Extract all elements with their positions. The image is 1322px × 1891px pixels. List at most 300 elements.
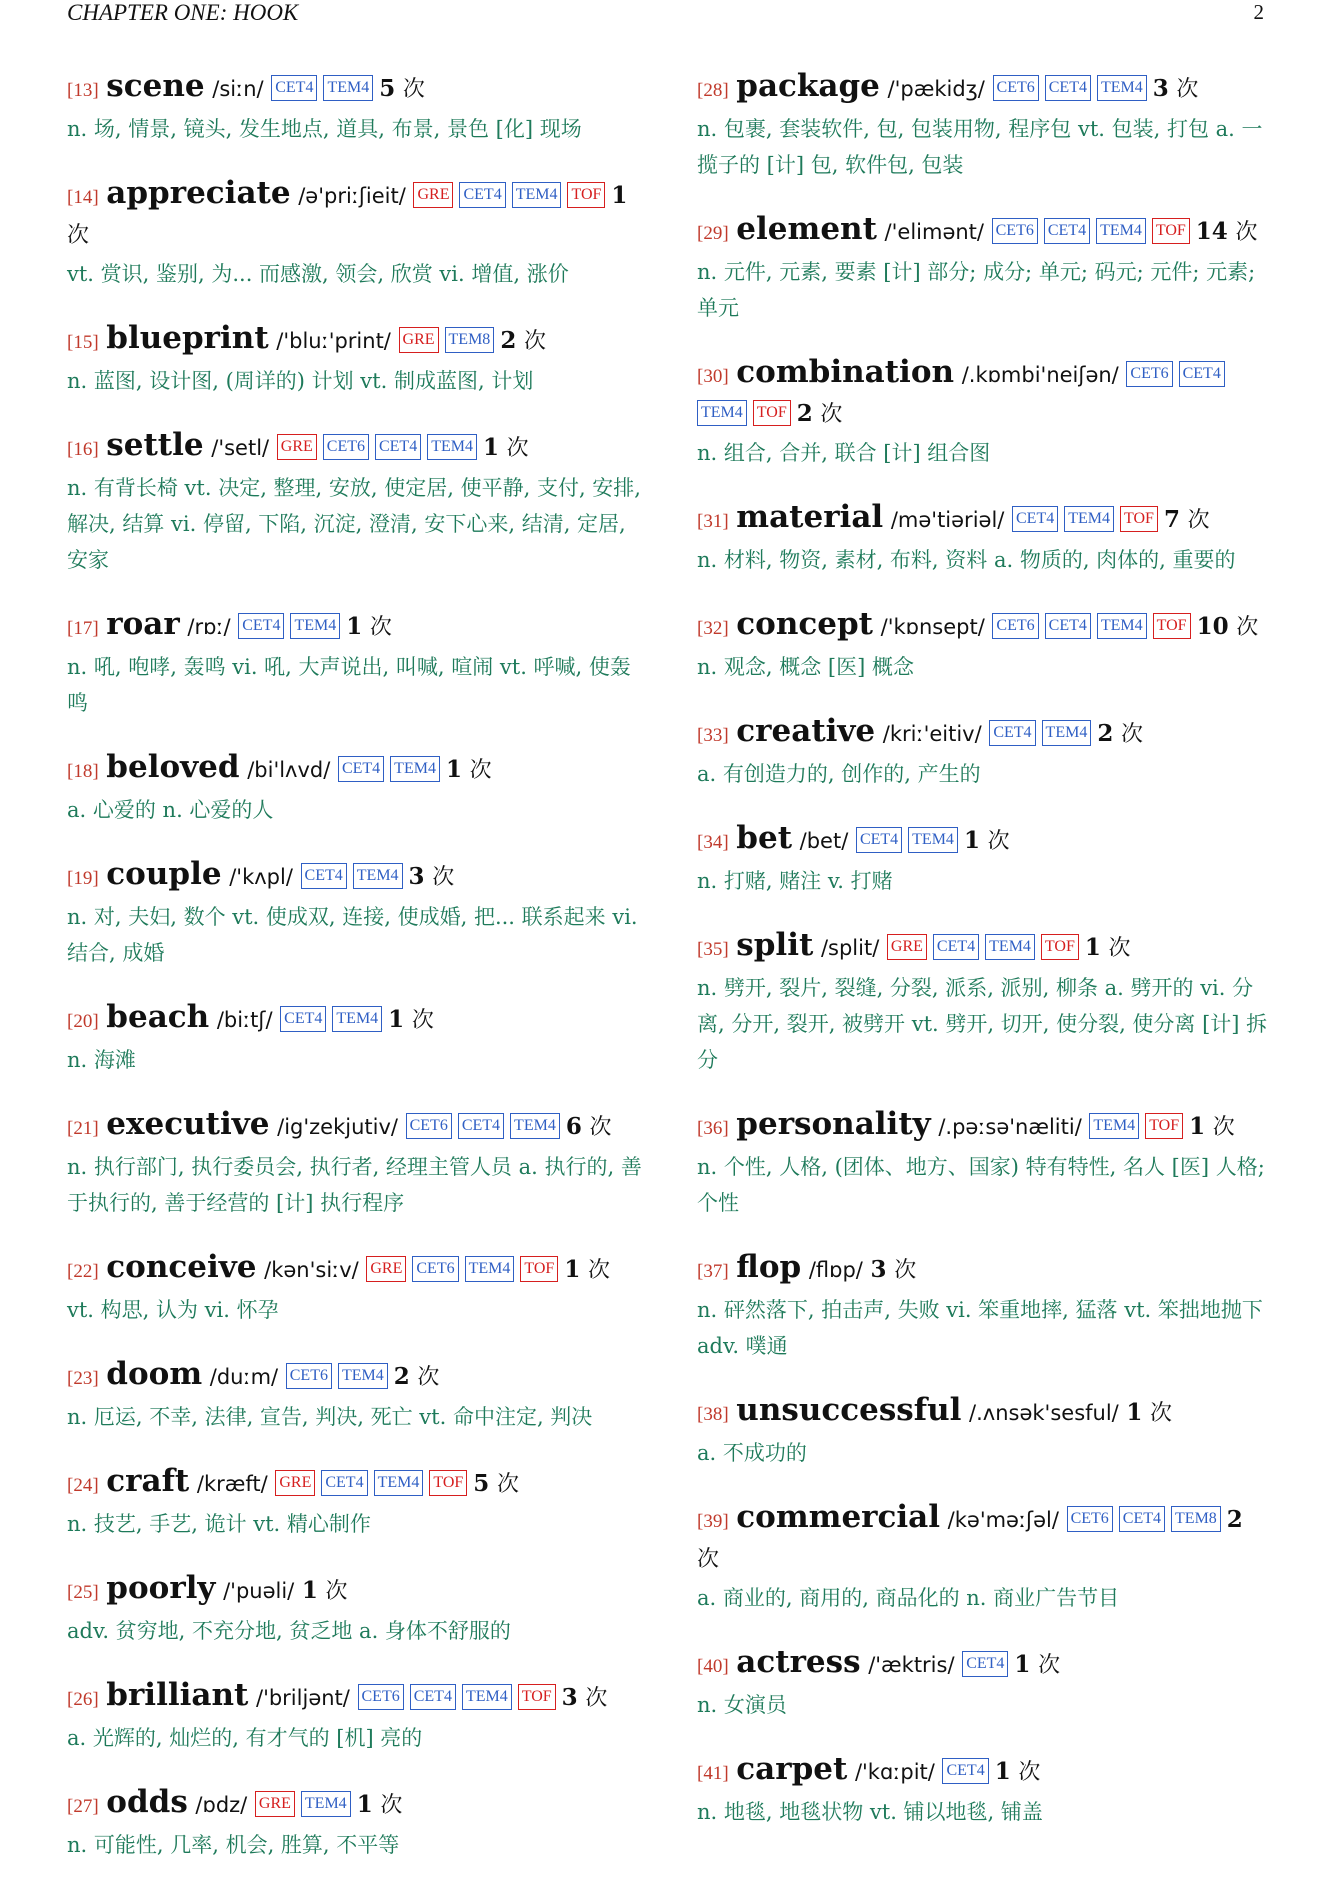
headword-line [67,1677,642,1718]
exam-tag: CET4 [856,827,902,853]
frequency-count: 2 [1097,720,1114,747]
headword-line [67,856,642,897]
pronunciation: /biːtʃ/ [216,1008,273,1032]
definition: n. 对, 夫妇, 数个 vt. 使成双, 连接, 使成婚, 把... 联系起来 vi. 结合, 成婚 [67,905,638,965]
exam-tag: TOF [429,1470,467,1496]
pronunciation: /duːm/ [209,1365,279,1389]
pronunciation: /.kɒmbi'neiʃən/ [961,363,1119,387]
exam-tags [942,1757,994,1785]
frequency-count: 1 [482,434,499,461]
frequency-unit: 次 [1150,1401,1173,1426]
exam-tag: CET4 [1045,75,1091,101]
frequency-count: 3 [1152,75,1169,102]
frequency-unit: 次 [67,223,90,248]
exam-tag: CET4 [271,75,317,101]
definition: vt. 赏识, 鉴别, 为... 而感激, 领会, 欣赏 vi. 增值, 涨价 [67,262,569,286]
vocab-entry [697,1249,1272,1364]
exam-tags [280,1005,388,1033]
frequency-count: 2 [500,327,517,354]
exam-tag: TEM8 [445,327,495,353]
definition: n. 劈开, 裂片, 裂缝, 分裂, 派系, 派别, 柳条 a. 劈开的 vi. 分离, 分开, 裂开, 被劈开 vt. 劈开, 切开, 使分裂, 使分离 [计] 拆分 [697,976,1268,1072]
exam-tags [301,862,409,890]
exam-tag: CET6 [406,1113,452,1139]
pronunciation: /'bluː'print/ [276,329,391,353]
vocab-entry [697,1644,1272,1723]
exam-tag: TOF [1120,506,1158,532]
exam-tag: TEM4 [353,863,403,889]
entry-number: [15] [67,332,99,353]
exam-tag: TEM4 [374,1470,424,1496]
headword-line [67,749,642,790]
exam-tag: TEM4 [908,827,958,853]
frequency-unit: 次 [1212,1115,1235,1140]
headword-line [67,1249,642,1290]
vocab-entry [67,175,642,292]
headword-line [67,320,642,361]
exam-tag: TEM4 [462,1684,512,1710]
headword: roar [106,606,180,642]
definition: n. 组合, 合并, 联合 [计] 组合图 [697,441,991,465]
entry-number: [32] [697,618,729,639]
headword-line [67,1106,642,1147]
pronunciation: /'kɒnsept/ [880,615,985,639]
frequency-unit: 次 [987,829,1010,854]
headword: settle [106,427,204,463]
entry-number: [23] [67,1368,99,1389]
entry-number: [40] [697,1656,729,1677]
frequency-count: 1 [611,182,628,209]
exam-tags [366,1255,564,1283]
frequency-count: 1 [356,1791,373,1818]
exam-tags [993,74,1153,102]
headword-line [67,1463,642,1504]
exam-tag: CET6 [993,75,1039,101]
pronunciation: /siːn/ [212,77,264,101]
exam-tags [358,1683,562,1711]
entry-number: [25] [67,1582,99,1603]
pronunciation: /ig'zekjutiv/ [277,1115,398,1139]
entry-number: [16] [67,439,99,460]
entry-number: [24] [67,1475,99,1496]
frequency-count: 3 [408,863,425,890]
definition: n. 场, 情景, 镜头, 发生地点, 道具, 布景, 景色 [化] 现场 [67,117,582,141]
headword: combination [736,354,955,390]
headword: beloved [106,749,240,785]
frequency-count: 1 [564,1256,581,1283]
definition: n. 材料, 物资, 素材, 布料, 资料 a. 物质的, 肉体的, 重要的 [697,548,1236,572]
exam-tag: TOF [753,400,791,426]
headword-line [697,354,1272,433]
definition: n. 包裹, 套装软件, 包, 包装用物, 程序包 vt. 包装, 打包 a. 一揽子的 [计] 包, 软件包, 包装 [697,117,1263,177]
entry-number: [21] [67,1118,99,1139]
frequency-unit: 次 [1120,722,1143,747]
entry-number: [34] [697,832,729,853]
frequency-unit: 次 [380,1793,403,1818]
exam-tag: TOF [1041,934,1079,960]
vocab-entry [697,927,1272,1078]
frequency-unit: 次 [369,615,392,640]
exam-tags [271,74,379,102]
vocab-entry [67,1106,642,1221]
exam-tag: TOF [1145,1113,1183,1139]
headword-line [697,820,1272,861]
page-number: 2 [1253,0,1264,24]
frequency-count: 3 [561,1684,578,1711]
vocab-entry [697,1392,1272,1471]
headword: odds [106,1784,188,1820]
exam-tag: CET6 [992,218,1038,244]
headword: package [736,68,880,104]
entry-number: [39] [697,1511,729,1532]
headword-line [697,713,1272,754]
headword: unsuccessful [736,1392,962,1428]
exam-tag: TOF [520,1256,558,1282]
pronunciation: /'elimənt/ [884,220,984,244]
exam-tags [238,612,346,640]
headword: brilliant [106,1677,249,1713]
pronunciation: /mə'tiəriəl/ [890,508,1005,532]
exam-tag: CET4 [301,863,347,889]
exam-tags [399,326,501,354]
exam-tag: TOF [1153,613,1191,639]
headword: flop [736,1249,802,1285]
definition: n. 元件, 元素, 要素 [计] 部分; 成分; 单元; 码元; 元件; 元素; 单元 [697,260,1256,320]
exam-tag: CET6 [992,613,1038,639]
headword-line [67,1356,642,1397]
frequency-count: 1 [346,613,363,640]
exam-tag: CET4 [1179,361,1225,387]
exam-tag: TEM4 [697,400,747,426]
headword: conceive [106,1249,257,1285]
exam-tags [1012,505,1164,533]
exam-tag: GRE [366,1256,406,1282]
headword-line [697,1644,1272,1685]
headword: executive [106,1106,270,1142]
pronunciation: /flɒp/ [808,1258,863,1282]
frequency-count: 6 [565,1113,582,1140]
headword: concept [736,606,873,642]
pronunciation: /bi'lʌvd/ [247,758,331,782]
exam-tag: CET4 [942,1758,988,1784]
exam-tags [286,1362,394,1390]
vocab-entry [67,68,642,147]
headword: doom [106,1356,203,1392]
headword: scene [106,68,205,104]
exam-tag: CET6 [1126,361,1172,387]
definition: vt. 构思, 认为 vi. 怀孕 [67,1298,279,1322]
vocab-entry [67,856,642,971]
exam-tags [989,719,1097,747]
headword: creative [736,713,876,749]
exam-tags [255,1790,357,1818]
exam-tag: CET6 [1067,1506,1113,1532]
definition: n. 厄运, 不幸, 法律, 宣告, 判决, 死亡 vt. 命中注定, 判决 [67,1405,593,1429]
definition: a. 商业的, 商用的, 商品化的 n. 商业广告节目 [697,1586,1120,1610]
frequency-unit: 次 [1236,615,1259,640]
exam-tag: TEM4 [512,182,562,208]
exam-tag: CET4 [459,182,505,208]
exam-tag: GRE [277,434,317,460]
vocab-entry [67,1677,642,1756]
pronunciation: /'pækidʒ/ [887,77,985,101]
headword: actress [736,1644,861,1680]
exam-tag: GRE [399,327,439,353]
pronunciation: /rɒː/ [187,615,231,639]
exam-tag: CET6 [412,1256,458,1282]
exam-tag: TEM4 [1089,1113,1139,1139]
right-column [697,68,1272,1858]
frequency-count: 1 [1126,1399,1143,1426]
entry-number: [36] [697,1118,729,1139]
headword-line [67,175,642,254]
definition: n. 蓝图, 设计图, (周详的) 计划 vt. 制成蓝图, 计划 [67,369,534,393]
vocab-entry [697,499,1272,578]
headword-line [67,1784,642,1825]
headword: couple [106,856,222,892]
entry-number: [18] [67,761,99,782]
frequency-unit: 次 [1235,220,1258,245]
headword: blueprint [106,320,269,356]
frequency-unit: 次 [1018,1760,1041,1785]
chapter-title: CHAPTER ONE: HOOK [67,0,299,25]
vocab-entry [67,1784,642,1863]
frequency-unit: 次 [469,758,492,783]
entry-number: [26] [67,1689,99,1710]
frequency-count: 1 [1189,1113,1206,1140]
vocab-entry [67,1570,642,1649]
frequency-unit: 次 [587,1258,610,1283]
headword: beach [106,999,210,1035]
pronunciation: /kə'məːʃəl/ [947,1508,1059,1532]
frequency-unit: 次 [496,1472,519,1497]
exam-tags [992,217,1196,245]
definition: n. 打赌, 赌注 v. 打赌 [697,869,893,893]
frequency-count: 5 [473,1470,490,1497]
headword: element [736,211,877,247]
exam-tags [1089,1112,1189,1140]
exam-tag: TEM4 [510,1113,560,1139]
pronunciation: /'setl/ [211,436,270,460]
headword-line [697,211,1272,252]
frequency-unit: 次 [1176,77,1199,102]
exam-tag: TEM4 [465,1256,515,1282]
definition: a. 不成功的 [697,1441,807,1465]
frequency-unit: 次 [325,1579,348,1604]
exam-tag: CET4 [375,434,421,460]
headword-line [697,68,1272,109]
exam-tag: TEM4 [1097,613,1147,639]
frequency-count: 5 [379,75,396,102]
entry-number: [28] [697,80,729,101]
exam-tag: TEM4 [323,75,373,101]
vocab-entry [67,1356,642,1435]
vocab-entry [697,1499,1272,1616]
pronunciation: /ɒdz/ [195,1793,248,1817]
exam-tag: TEM4 [985,934,1035,960]
pronunciation: /kræft/ [196,1472,268,1496]
vocab-entry [697,211,1272,326]
vocab-entry [697,354,1272,471]
vocab-entry [67,427,642,578]
exam-tag: GRE [413,182,453,208]
pronunciation: /'briljənt/ [256,1686,350,1710]
definition: n. 可能性, 几率, 机会, 胜算, 不平等 [67,1833,400,1857]
exam-tag: TEM4 [338,1363,388,1389]
frequency-unit: 次 [506,436,529,461]
exam-tag: GRE [275,1470,315,1496]
entry-number: [13] [67,80,99,101]
vocab-entry [67,320,642,399]
exam-tag: GRE [887,934,927,960]
headword-line [67,1570,642,1611]
headword-line [67,999,642,1040]
left-column [67,68,642,1891]
frequency-count: 1 [1014,1651,1031,1678]
pronunciation: /'kɑːpit/ [854,1760,935,1784]
exam-tag: CET4 [933,934,979,960]
headword: appreciate [106,175,291,211]
definition: n. 地毯, 地毯状物 vt. 铺以地毯, 铺盖 [697,1800,1043,1824]
headword: material [736,499,884,535]
exam-tags [277,433,483,461]
frequency-unit: 次 [402,77,425,102]
headword-line [697,1106,1272,1147]
frequency-count: 1 [994,1758,1011,1785]
vocab-entry [67,1249,642,1328]
exam-tag: TEM8 [1171,1506,1221,1532]
frequency-unit: 次 [417,1365,440,1390]
exam-tag: TOF [518,1684,556,1710]
exam-tag: GRE [255,1791,295,1817]
headword: craft [106,1463,190,1499]
headword: commercial [736,1499,941,1535]
headword-line [67,427,642,468]
frequency-count: 1 [1084,934,1101,961]
entry-number: [19] [67,868,99,889]
headword-line [67,606,642,647]
definition: a. 心爱的 n. 心爱的人 [67,798,274,822]
page-header [67,0,1264,30]
entry-number: [20] [67,1011,99,1032]
frequency-count: 2 [796,400,813,427]
headword-line [697,1392,1272,1433]
definition: a. 有创造力的, 创作的, 产生的 [697,762,981,786]
exam-tags [338,755,446,783]
exam-tag: CET4 [1045,613,1091,639]
entry-number: [29] [697,223,729,244]
headword: carpet [736,1751,848,1787]
entry-number: [30] [697,366,729,387]
entry-number: [22] [67,1261,99,1282]
frequency-unit: 次 [1108,936,1131,961]
vocab-entry [67,999,642,1078]
exam-tags [1067,1505,1227,1533]
vocab-entry [697,606,1272,685]
headword: personality [736,1106,931,1142]
entry-number: [37] [697,1261,729,1282]
frequency-unit: 次 [1038,1653,1061,1678]
vocab-entry [697,713,1272,792]
exam-tags [275,1469,473,1497]
headword-line [697,1751,1272,1792]
definition: n. 吼, 咆哮, 轰鸣 vi. 吼, 大声说出, 叫喊, 喧闹 vt. 呼喊, 使轰鸣 [67,655,631,715]
frequency-count: 1 [301,1577,318,1604]
definition: a. 光辉的, 灿烂的, 有才气的 [机] 亮的 [67,1726,423,1750]
headword: split [736,927,814,963]
pronunciation: /'kʌpl/ [229,865,293,889]
frequency-unit: 次 [894,1258,917,1283]
headword-line [67,68,642,109]
exam-tag: CET4 [458,1113,504,1139]
headword: bet [736,820,793,856]
exam-tag: CET6 [286,1363,332,1389]
exam-tag: CET4 [410,1684,456,1710]
pronunciation: /ə'priːʃieit/ [298,184,406,208]
exam-tag: TEM4 [332,1006,382,1032]
definition: n. 砰然落下, 拍击声, 失败 vi. 笨重地摔, 猛落 vt. 笨拙地抛下 adv. 噗通 [697,1298,1263,1358]
exam-tag: TEM4 [390,756,440,782]
exam-tag: TOF [1152,218,1190,244]
pronunciation: /kriː'eitiv/ [882,722,982,746]
vocab-entry [697,68,1272,183]
pronunciation: /.ʌnsək'sesful/ [969,1401,1119,1425]
exam-tag: CET4 [338,756,384,782]
exam-tags [887,933,1085,961]
exam-tags [992,612,1196,640]
vocab-entry [67,606,642,721]
exam-tags [856,826,964,854]
pronunciation: /split/ [820,936,880,960]
headword-line [697,1249,1272,1290]
entry-number: [35] [697,939,729,960]
exam-tag: CET4 [238,613,284,639]
pronunciation: /'æktris/ [868,1653,955,1677]
headword: poorly [106,1570,216,1606]
vocab-entry [697,1751,1272,1830]
frequency-unit: 次 [585,1686,608,1711]
exam-tag: CET4 [989,720,1035,746]
headword-line [697,927,1272,968]
frequency-count: 1 [963,827,980,854]
exam-tag: CET4 [1012,506,1058,532]
exam-tag: CET4 [1119,1506,1165,1532]
definition: n. 有背长椅 vt. 决定, 整理, 安放, 使定居, 使平静, 支付, 安排, 解决, 结算 vi. 停留, 下陷, 沉淀, 澄清, 安下心来, 结清, 定居, 安家 [67,476,641,572]
entry-number: [27] [67,1796,99,1817]
frequency-count: 1 [445,756,462,783]
exam-tag: CET6 [358,1684,404,1710]
entry-number: [31] [697,511,729,532]
frequency-unit: 次 [411,1008,434,1033]
definition: n. 观念, 概念 [医] 概念 [697,655,914,679]
frequency-count: 7 [1163,506,1180,533]
frequency-unit: 次 [1187,508,1210,533]
definition: n. 女演员 [697,1693,787,1717]
frequency-count: 1 [388,1006,405,1033]
frequency-unit: 次 [697,1547,720,1572]
vocab-entry [697,820,1272,899]
exam-tag: CET4 [280,1006,326,1032]
frequency-unit: 次 [589,1115,612,1140]
exam-tag: TEM4 [301,1791,351,1817]
exam-tag: TEM4 [1096,218,1146,244]
exam-tags [962,1650,1014,1678]
entry-number: [17] [67,618,99,639]
frequency-unit: 次 [432,865,455,890]
vocab-entry [67,749,642,828]
vocab-entry [697,1106,1272,1221]
definition: n. 执行部门, 执行委员会, 执行者, 经理主管人员 a. 执行的, 善于执行的, 善于经营的 [计] 执行程序 [67,1155,642,1215]
pronunciation: /bet/ [799,829,849,853]
